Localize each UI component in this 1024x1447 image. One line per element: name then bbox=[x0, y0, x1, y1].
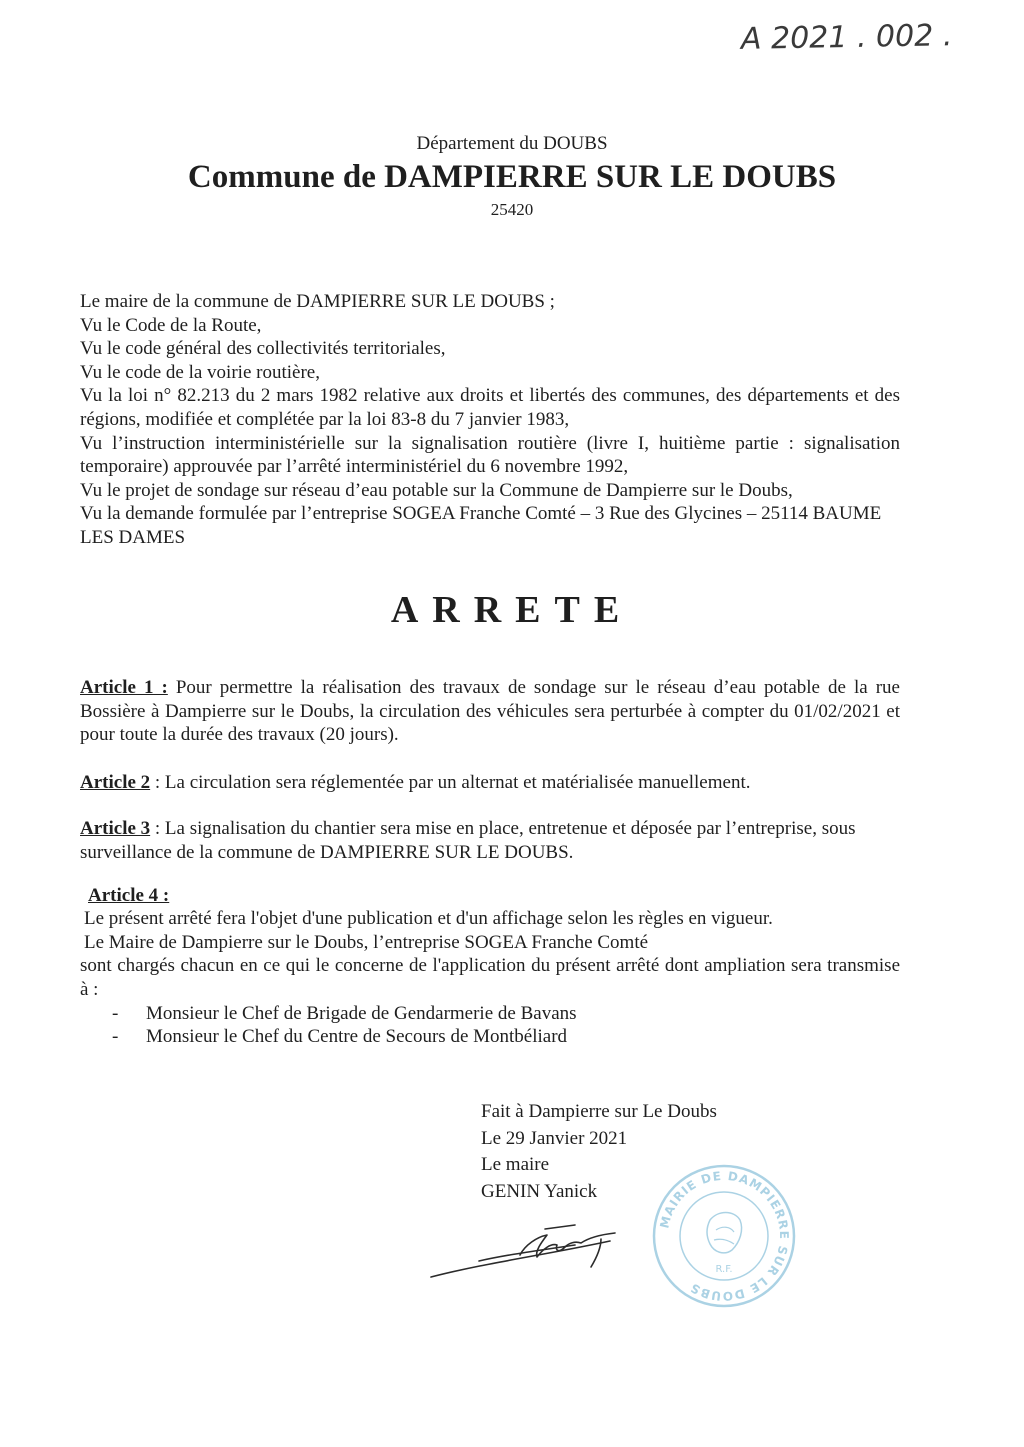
list-dash: - bbox=[112, 1026, 119, 1048]
signature-date: Le 29 Janvier 2021 bbox=[481, 1127, 628, 1149]
articles bbox=[80, 676, 900, 1049]
list-dash: - bbox=[112, 1002, 119, 1024]
recipient-list bbox=[80, 1002, 900, 1049]
article-4-heading bbox=[88, 884, 900, 908]
article-1-text: Pour permettre la réalisation des travaux de sondage sur le réseau d’eau potable de la rue Bossière à Dampierre sur le Doubs, la circulation des véhicules sera perturbée à compter du 01/02/2021 et pour toute la durée des travaux (20 jours). bbox=[80, 677, 900, 746]
article-4-line: Le présent arrêté fera l'objet d'une publication et d'un affichage selon les règles en vigueur. bbox=[84, 908, 773, 930]
article-1 bbox=[80, 676, 900, 747]
article-3 bbox=[80, 817, 900, 864]
article-2-text: : La circulation sera réglementée par un alternat et matérialisée manuellement. bbox=[150, 771, 751, 793]
signature-name: GENIN Yanick bbox=[481, 1180, 598, 1202]
article-4-label: Article 4 : bbox=[88, 884, 170, 906]
recipient-text: Monsieur le Chef du Centre de Secours de Montbéliard bbox=[146, 1026, 568, 1048]
preamble bbox=[80, 290, 900, 550]
svg-text:MAIRIE DE DAMPIERRE SUR LE DOU: MAIRIE DE DAMPIERRE SUR LE DOUBS bbox=[657, 1168, 792, 1304]
signature-role: Le maire bbox=[481, 1154, 550, 1175]
preamble-line: Vu le code général des collectivités territoriales, bbox=[80, 338, 446, 360]
preamble-line: Vu le Code de la Route, bbox=[80, 314, 262, 336]
preamble-line: Vu le code de la voirie routière, bbox=[80, 361, 320, 383]
article-3-text: : La signalisation du chantier sera mise en place, entretenue et déposée par l’entreprise, sous surveillance de la commune de DAMPIERRE SUR LE DOUBS. bbox=[80, 818, 856, 863]
recipient-text: Monsieur le Chef de Brigade de Gendarmerie de Bavans bbox=[146, 1002, 577, 1024]
mairie-stamp bbox=[648, 1160, 800, 1312]
article-3-label: Article 3 bbox=[80, 818, 151, 840]
department-name: Département du DOUBS bbox=[416, 133, 608, 154]
recipient-item bbox=[80, 1025, 900, 1049]
preamble-line: Le maire de la commune de DAMPIERRE SUR LE DOUBS ; bbox=[80, 291, 555, 312]
article-1-label: Article 1 : bbox=[80, 677, 168, 698]
svg-text:R.F.: R.F. bbox=[715, 1264, 733, 1275]
article-4-line: Le Maire de Dampierre sur le Doubs, l’entreprise SOGEA Franche Comté bbox=[84, 931, 649, 953]
signature-place: Fait à Dampierre sur Le Doubs bbox=[481, 1101, 717, 1122]
preamble-line: Vu l’instruction interministérielle sur la signalisation routière (livre I, huitième partie : signalisation temporaire) approuvée par l’arrêté interministériel du 6 novembre 1992, bbox=[80, 432, 900, 478]
commune-name: Commune de DAMPIERRE SUR LE DOUBS bbox=[187, 159, 837, 195]
article-2-label: Article 2 bbox=[80, 771, 151, 793]
preamble-line: Vu la demande formulée par l’entreprise SOGEA Franche Comté – 3 Rue des Glycines – 25114 BAUME LES DAMES bbox=[80, 503, 882, 548]
recipient-item bbox=[80, 1002, 900, 1026]
document-header bbox=[0, 133, 1024, 221]
article-4-line: sont chargés chacun en ce qui le concerne de l'application du présent arrêté dont ampliation sera transmise à : bbox=[80, 955, 900, 1000]
handwritten-signature bbox=[425, 1215, 635, 1285]
handwritten-reference: A 2021 . 002 . bbox=[740, 18, 953, 57]
article-2 bbox=[80, 771, 900, 795]
preamble-line: Vu la loi n° 82.213 du 2 mars 1982 relative aux droits et libertés des communes, des départements et des régions, modifiée et complétée par la loi 83-8 du 7 janvier 1983, bbox=[80, 385, 900, 430]
preamble-line: Vu le projet de sondage sur réseau d’eau potable sur la Commune de Dampierre sur le Doubs, bbox=[80, 479, 793, 501]
postal-code: 25420 bbox=[490, 200, 534, 219]
decree-title: ARRETE bbox=[390, 589, 634, 631]
